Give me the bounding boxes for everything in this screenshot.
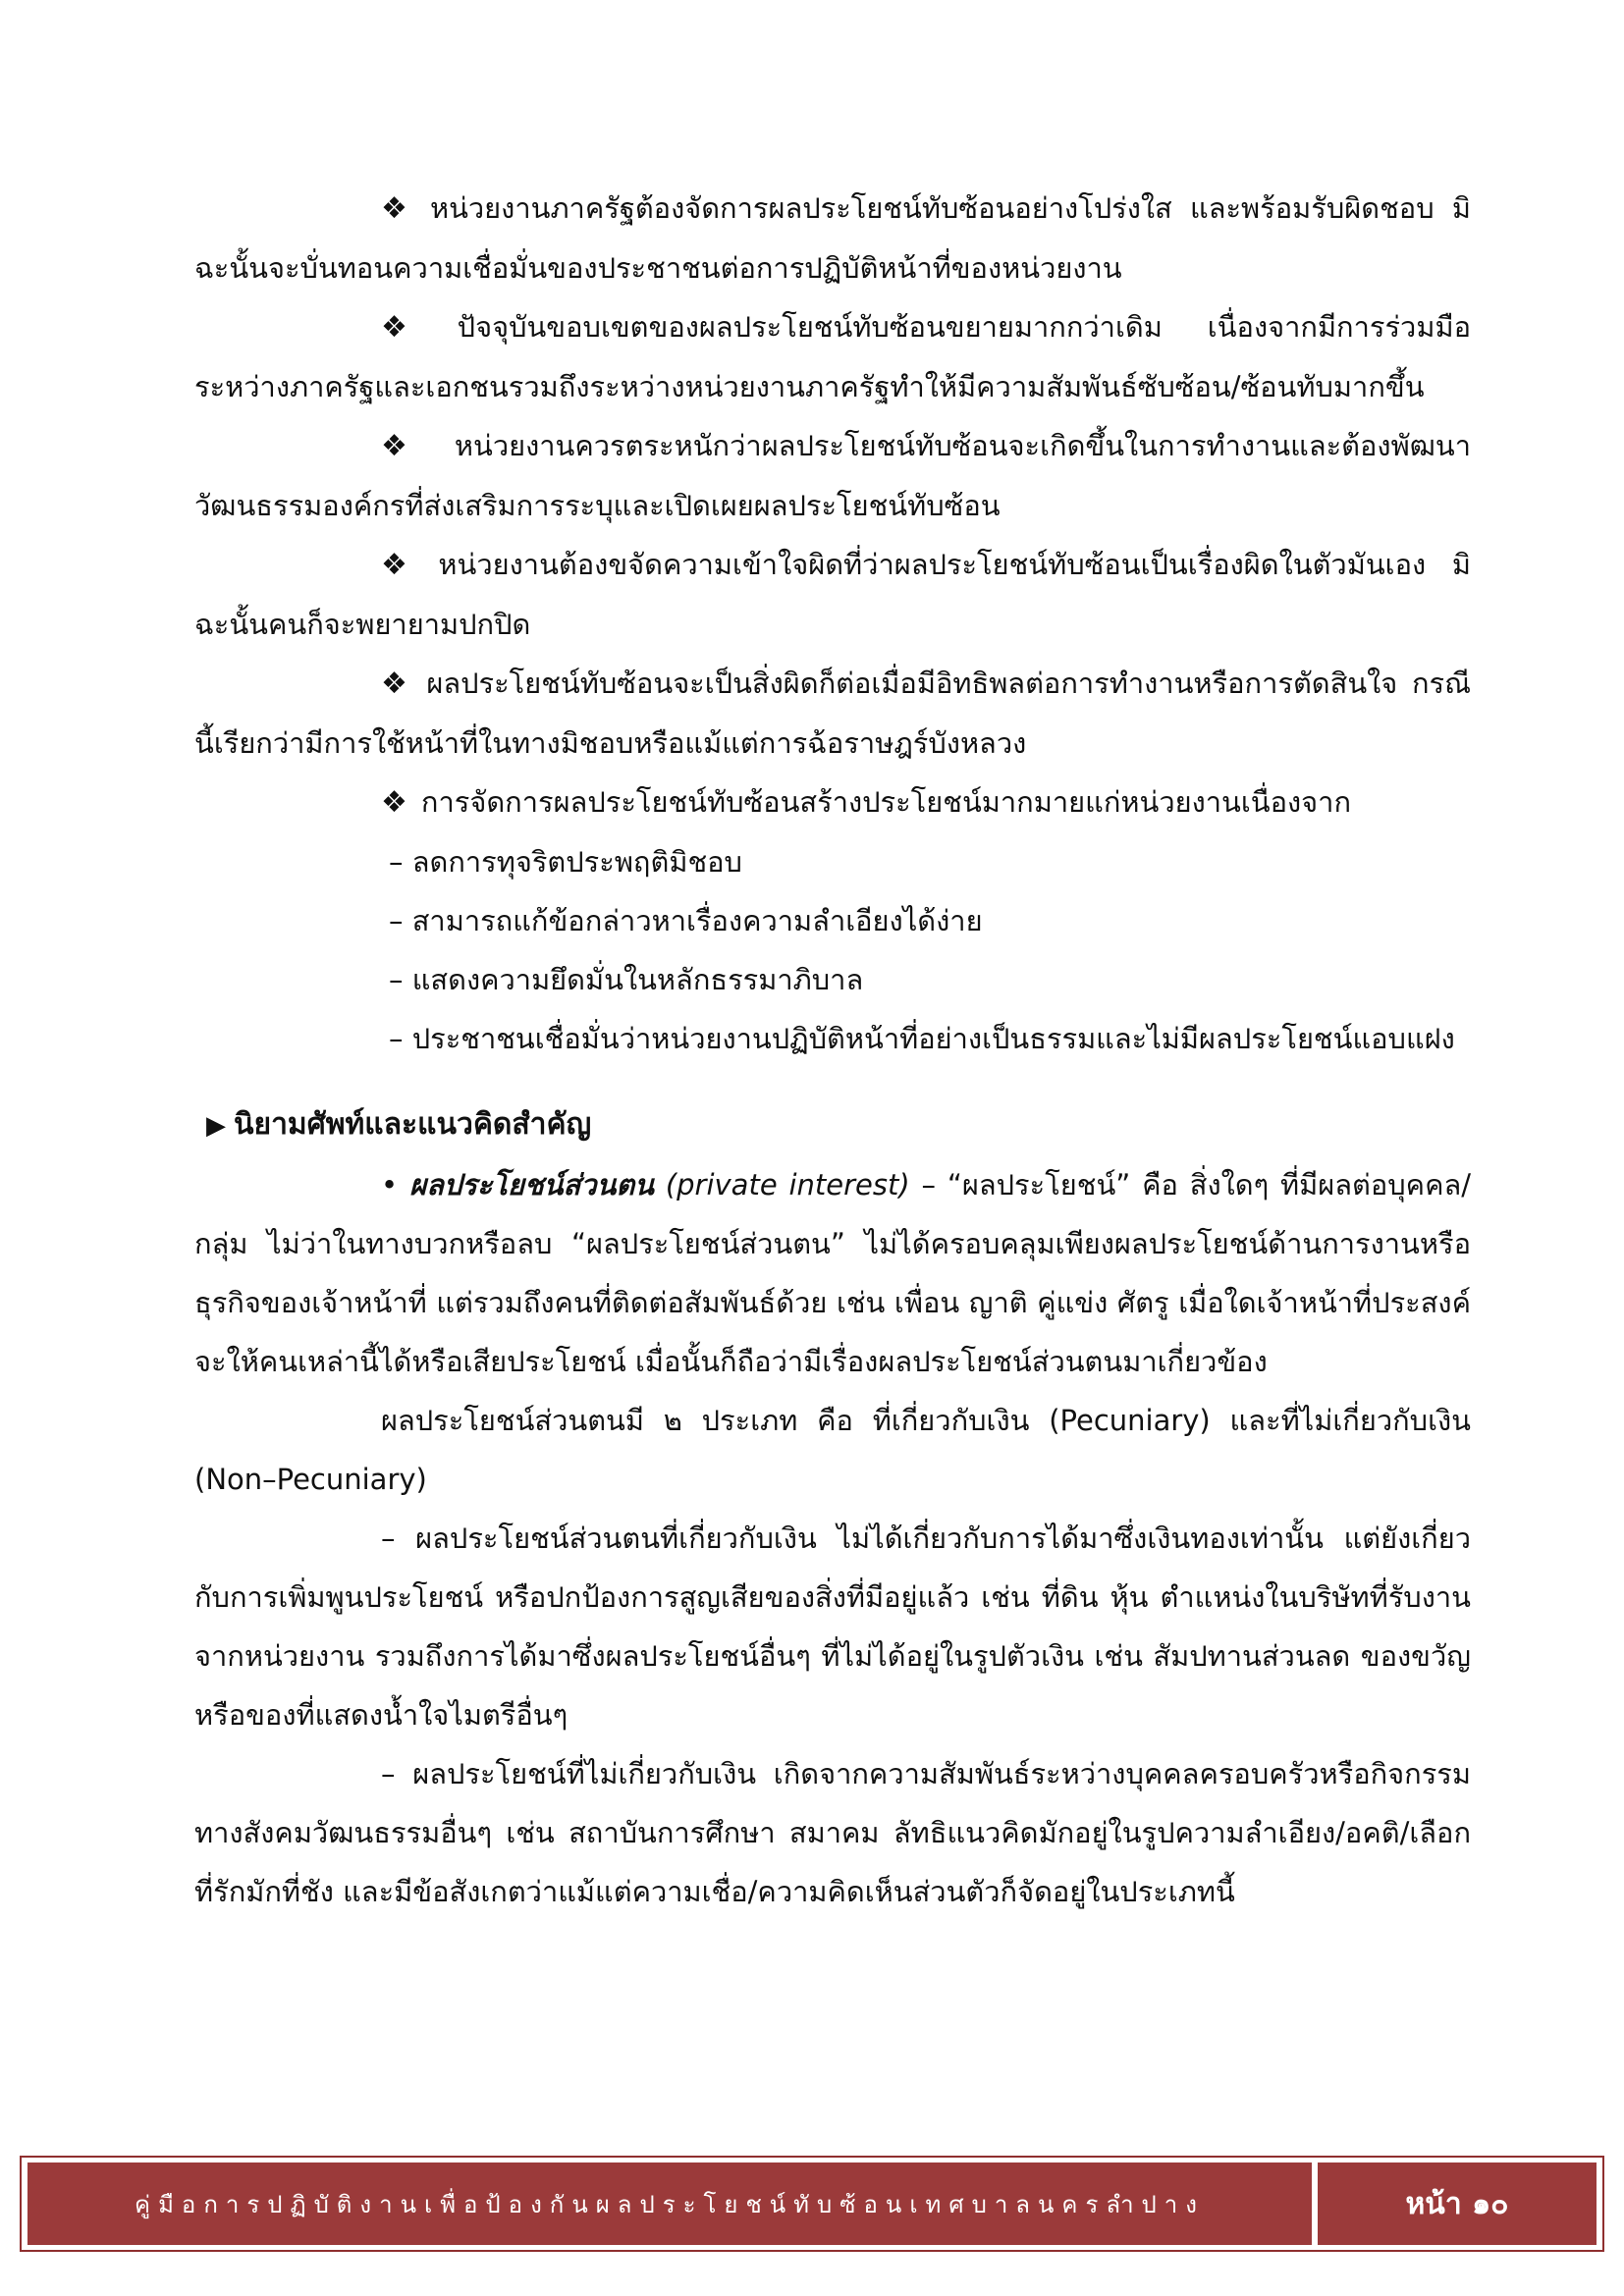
- benefit-item: – ลดการทุจริตประพฤติมิชอบ: [389, 845, 742, 879]
- dot-bullet-icon: •: [381, 1168, 399, 1201]
- diamond-bullet-icon: ❖: [381, 310, 444, 345]
- benefit-item: – สามารถแก้ข้อกล่าวหาเรื่องความลำเอียงได้ง่าย: [389, 904, 983, 937]
- footer-title: คู่มือการปฏิบัติงานเพื่อป้องกันผลประโยชน์ทับซ้อนเทศบาลนครลำปาง: [27, 2163, 1312, 2245]
- diamond-bullet-icon: ❖: [381, 548, 425, 582]
- diamond-bullet-icon: ❖: [381, 429, 441, 463]
- definition-term-english: (private interest): [665, 1168, 910, 1201]
- types-paragraph: ผลประโยชน์ส่วนตนมี ๒ ประเภท คือ ที่เกี่ยวกับเงิน (Pecuniary) และที่ไม่เกี่ยวกับเงิน (Non–Pecuniary): [194, 1404, 1471, 1496]
- diamond-bullet-icon: ❖: [381, 667, 413, 701]
- type-detail-pecuniary: – ผลประโยชน์ส่วนตนที่เกี่ยวกับเงิน ไม่ได้เกี่ยวกับการได้มาซึ่งเงินทองเท่านั้น แต่ยังเกี่ยวกับการเพิ่มพูนประโยชน์ หรือปกป้องการสูญเสียของสิ่งที่มีอยู่แล้ว เช่น ที่ดิน หุ้น ตำแหน่งในบริษัทที่รับงานจากหน่วยงาน รวมถึงการได้มาซึ่งผลประโยชน์อื่นๆ ที่ไม่ได้อยู่ในรูปตัวเงิน เช่น สัมปทานส่วนลด ของขวัญหรือของที่แสดงน้ำใจไมตรีอื่นๆ: [194, 1522, 1471, 1732]
- definition-term: ผลประโยชน์ส่วนตน: [409, 1168, 654, 1201]
- benefit-item: – ประชาชนเชื่อมั่นว่าหน่วยงานปฏิบัติหน้าที่อย่างเป็นธรรมและไม่มีผลประโยชน์แอบแฝง: [389, 1022, 1455, 1055]
- paragraph-benefits-intro: ❖ การจัดการผลประโยชน์ทับซ้อนสร้างประโยชน์มากมายแก่หน่วยงานเนื่องจาก: [381, 785, 1352, 820]
- section-heading: ▶ นิยามศัพท์และแนวคิดสำคัญ: [206, 1107, 592, 1142]
- diamond-bullet-icon: ❖: [381, 785, 407, 820]
- paragraph-wrongdoing: ❖ ผลประโยชน์ทับซ้อนจะเป็นสิ่งผิดก็ต่อเมื่อมีอิทธิพลต่อการทำงานหรือการตัดสินใจ กรณีนี้เรียกว่ามีการใช้หน้าที่ในทางมิชอบหรือแม้แต่การฉ้อราษฎร์บังหลวง: [194, 667, 1471, 760]
- paragraph-awareness: ❖ หน่วยงานควรตระหนักว่าผลประโยชน์ทับซ้อนจะเกิดขึ้นในการทำงานและต้องพัฒนาวัฒนธรรมองค์กรที่ส่งเสริมการระบุและเปิดเผยผลประโยชน์ทับซ้อน: [194, 429, 1471, 522]
- paragraph-misconception: ❖ หน่วยงานต้องขจัดความเข้าใจผิดที่ว่าผลประโยชน์ทับซ้อนเป็นเรื่องผิดในตัวมันเอง มิฉะนั้นคนก็จะพยายามปกปิด: [194, 548, 1471, 641]
- paragraph-transparency: ❖ หน่วยงานภาครัฐต้องจัดการผลประโยชน์ทับซ้อนอย่างโปร่งใส และพร้อมรับผิดชอบ มิฉะนั้นจะบั่นทอนความเชื่อมั่นของประชาชนต่อการปฏิบัติหน้าที่ของหน่วยงาน: [194, 191, 1471, 285]
- definition-paragraph: [194, 1155, 1471, 1391]
- benefit-item: – แสดงความยึดมั่นในหลักธรรมาภิบาล: [389, 963, 864, 996]
- triangle-right-icon: ▶: [206, 1111, 226, 1141]
- paragraph-scope: ❖ ปัจจุบันขอบเขตของผลประโยชน์ทับซ้อนขยายมากกว่าเดิม เนื่องจากมีการร่วมมือระหว่างภาครัฐและเอกชนรวมถึงระหว่างหน่วยงานภาครัฐทำให้มีความสัมพันธ์ซับซ้อน/ซ้อนทับมากขึ้น: [194, 310, 1471, 403]
- diamond-bullet-icon: ❖: [381, 191, 416, 226]
- type-detail-non-pecuniary: – ผลประโยชน์ที่ไม่เกี่ยวกับเงิน เกิดจากความสัมพันธ์ระหว่างบุคคลครอบครัวหรือกิจกรรมทางสังคมวัฒนธรรมอื่นๆ เช่น สถาบันการศึกษา สมาคม ลัทธิแนวคิดมักอยู่ในรูปความลำเอียง/อคติ/เลือกที่รักมักที่ชัง และมีข้อสังเกตว่าแม้แต่ความเชื่อ/ความคิดเห็นส่วนตัวก็จัดอยู่ในประเภทนี้: [194, 1757, 1471, 1908]
- page-number: หน้า ๑๐: [1318, 2163, 1597, 2245]
- page-content: [194, 179, 1471, 1921]
- definition-text: – “ผลประโยชน์” คือ สิ่งใดๆ ที่มีผลต่อบุคคล/กลุ่ม ไม่ว่าในทางบวกหรือลบ “ผลประโยชน์ส่วนตน” ไม่ได้ครอบคลุมเพียงผลประโยชน์ด้านการงานหรือธุรกิจของเจ้าหน้าที่ แต่รวมถึงคนที่ติดต่อสัมพันธ์ด้วย เช่น เพื่อน ญาติ คู่แข่ง ศัตรู เมื่อใดเจ้าหน้าที่ประสงค์จะให้คนเหล่านี้ได้หรือเสียประโยชน์ เมื่อนั้นก็ถือว่ามีเรื่องผลประโยชน์ส่วนตนมาเกี่ยวข้อง: [194, 1168, 1472, 1378]
